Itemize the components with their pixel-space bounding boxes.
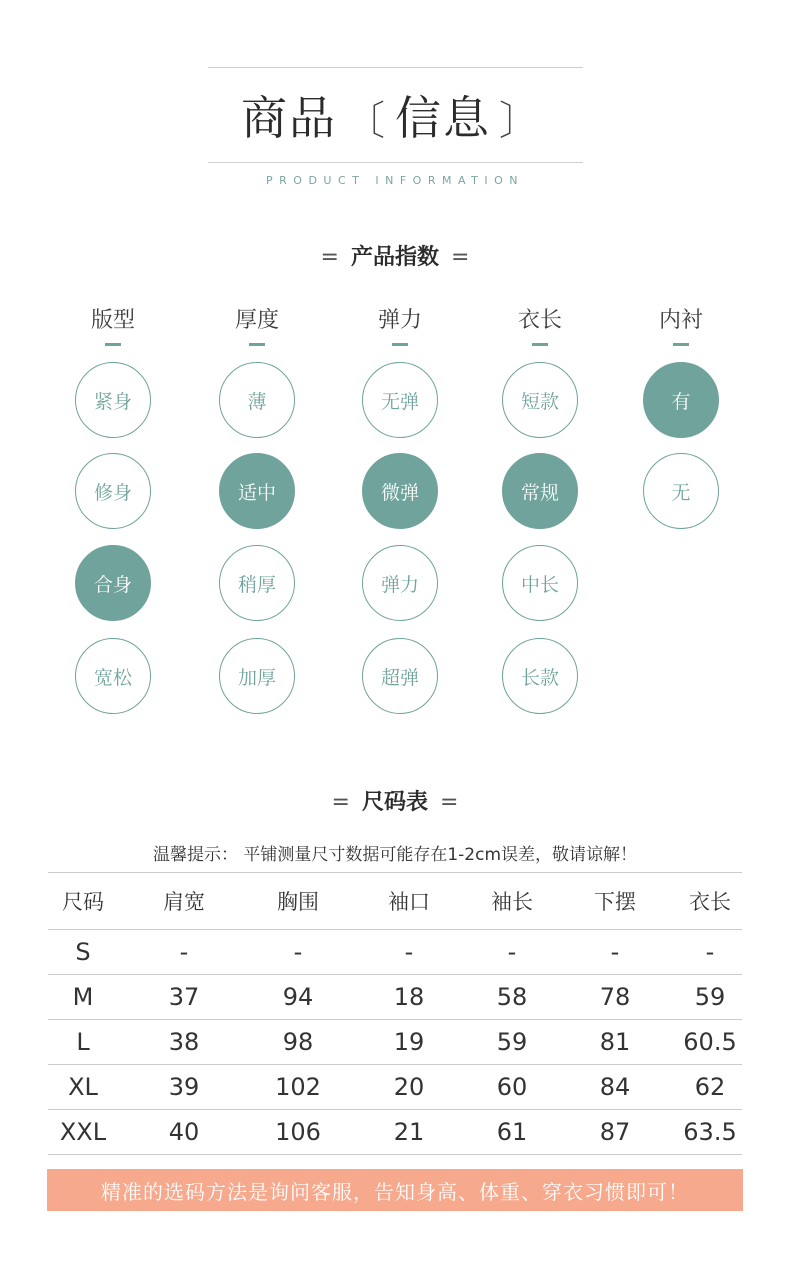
index-option-selected: 微弹 (362, 453, 438, 529)
table-cell: M (48, 975, 118, 1020)
table-cell: 94 (250, 975, 346, 1020)
table-cell: 84 (552, 1065, 678, 1110)
table-cell: 62 (678, 1065, 742, 1110)
table-cell: L (48, 1020, 118, 1065)
table-cell: 59 (678, 975, 742, 1020)
table-cell: 19 (346, 1020, 472, 1065)
table-cell: 37 (118, 975, 250, 1020)
index-option-selected: 合身 (75, 545, 151, 621)
table-cell: - (346, 930, 472, 975)
eq-left: = (320, 245, 339, 270)
table-cell: - (250, 930, 346, 975)
size-table-header-cell: 胸围 (250, 873, 346, 930)
table-cell: - (552, 930, 678, 975)
column-underline (673, 343, 689, 346)
index-option-selected: 适中 (219, 453, 295, 529)
index-option: 无 (643, 453, 719, 529)
size-table (48, 872, 742, 1155)
size-table-header-cell: 衣长 (678, 873, 742, 930)
table-cell: 98 (250, 1020, 346, 1065)
eq-right: = (451, 245, 470, 270)
table-cell: XXL (48, 1110, 118, 1155)
bracket-close: 〕 (499, 98, 541, 144)
index-option: 中长 (502, 545, 578, 621)
eq-left: = (331, 790, 350, 815)
table-cell: XL (48, 1065, 118, 1110)
index-option-selected: 有 (643, 362, 719, 438)
size-table-header-cell: 下摆 (552, 873, 678, 930)
index-column (485, 306, 595, 689)
size-table-header (48, 873, 742, 930)
size-section-heading (0, 785, 790, 816)
eq-right: = (440, 790, 459, 815)
column-underline (532, 343, 548, 346)
size-advice-banner: 精准的选码方法是询问客服，告知身高、体重、穿衣习惯即可！ (47, 1169, 743, 1211)
size-table-header-cell: 肩宽 (118, 873, 250, 930)
index-section-heading (0, 240, 790, 271)
table-cell: 106 (250, 1110, 346, 1155)
table-cell: 18 (346, 975, 472, 1020)
table-cell: 60.5 (678, 1020, 742, 1065)
page-title (0, 88, 790, 151)
title-top-rule (208, 67, 583, 68)
index-column (58, 306, 168, 689)
index-option-selected: 常规 (502, 453, 578, 529)
index-option: 稍厚 (219, 545, 295, 621)
index-column (202, 306, 312, 689)
index-column-title: 衣长 (517, 308, 562, 333)
table-cell: - (678, 930, 742, 975)
page-subtitle: PRODUCT INFORMATION (266, 174, 524, 187)
table-cell: S (48, 930, 118, 975)
table-cell: 21 (346, 1110, 472, 1155)
title-part-1: 商品 (241, 91, 337, 145)
table-cell: 102 (250, 1065, 346, 1110)
index-option: 弹力 (362, 545, 438, 621)
table-row (48, 1020, 742, 1065)
table-cell: - (118, 930, 250, 975)
index-column-title: 版型 (90, 308, 135, 333)
table-cell: 81 (552, 1020, 678, 1065)
table-cell: 38 (118, 1020, 250, 1065)
table-cell: 60 (472, 1065, 552, 1110)
table-cell: 78 (552, 975, 678, 1020)
table-cell: 59 (472, 1020, 552, 1065)
index-section-title: 产品指数 (350, 245, 439, 270)
index-option: 超弹 (362, 638, 438, 714)
index-option: 长款 (502, 638, 578, 714)
index-option: 修身 (75, 453, 151, 529)
measurement-tip: 温馨提示： 平铺测量尺寸数据可能存在1-2cm误差，敬请谅解！ (152, 845, 638, 865)
index-option: 薄 (219, 362, 295, 438)
index-option: 紧身 (75, 362, 151, 438)
bracket-open: 〔 (345, 98, 387, 144)
index-column-title: 弹力 (377, 308, 422, 333)
title-bottom-rule (208, 162, 583, 163)
title-part-2: 信息 (395, 91, 491, 145)
table-cell: 58 (472, 975, 552, 1020)
index-option: 短款 (502, 362, 578, 438)
table-cell: 20 (346, 1065, 472, 1110)
table-cell: 87 (552, 1110, 678, 1155)
table-row (48, 1110, 742, 1155)
index-column (345, 306, 455, 689)
column-underline (392, 343, 408, 346)
column-underline (105, 343, 121, 346)
table-cell: 39 (118, 1065, 250, 1110)
table-cell: 40 (118, 1110, 250, 1155)
index-option: 加厚 (219, 638, 295, 714)
table-row (48, 975, 742, 1020)
table-cell: - (472, 930, 552, 975)
column-underline (249, 343, 265, 346)
size-table-header-cell: 尺码 (48, 873, 118, 930)
table-row (48, 1065, 742, 1110)
table-cell: 61 (472, 1110, 552, 1155)
index-column (626, 306, 736, 504)
index-column-title: 内衬 (658, 308, 703, 333)
size-table-header-cell: 袖长 (472, 873, 552, 930)
table-row (48, 930, 742, 975)
table-cell: 63.5 (678, 1110, 742, 1155)
size-section-title: 尺码表 (361, 790, 428, 815)
index-option: 宽松 (75, 638, 151, 714)
index-column-title: 厚度 (234, 308, 279, 333)
size-table-header-cell: 袖口 (346, 873, 472, 930)
index-option: 无弹 (362, 362, 438, 438)
